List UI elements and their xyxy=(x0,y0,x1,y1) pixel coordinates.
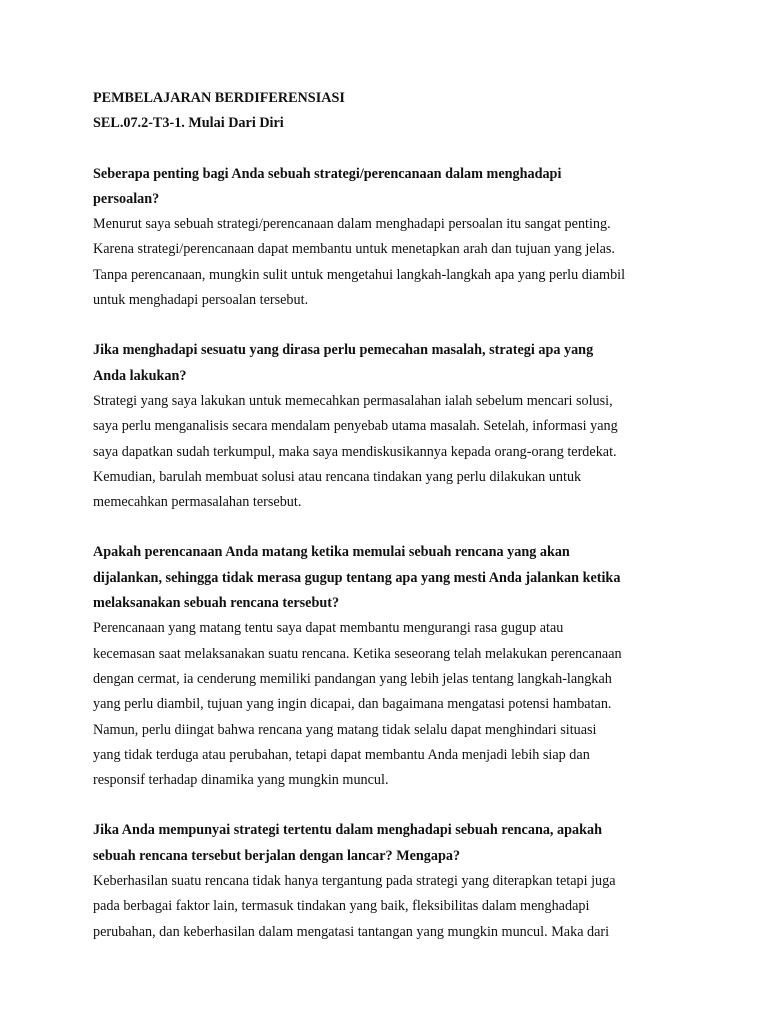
answer-line: saya perlu menganalisis secara mendalam penyebab utama masalah. Setelah, informasi yang xyxy=(93,418,618,435)
document-title: PEMBELAJARAN BERDIFERENSIASI xyxy=(93,90,345,106)
answer-line: perubahan, dan keberhasilan dalam mengatasi tantangan yang mungkin muncul. Maka dari xyxy=(93,923,610,940)
answer-line: Kemudian, barulah membuat solusi atau rencana tindakan yang perlu dilakukan untuk xyxy=(93,468,582,485)
answer-line: Tanpa perencanaan, mungkin sulit untuk mengetahui langkah-langkah apa yang perlu diambil xyxy=(93,266,626,283)
answer-line: Namun, perlu diingat bahwa rencana yang matang tidak selalu dapat menghindari situasi xyxy=(93,721,597,738)
qa-section-4 xyxy=(93,818,683,944)
question-line: sebuah rencana tersebut berjalan dengan lancar? Mengapa? xyxy=(93,847,461,864)
answer-2 xyxy=(93,389,683,515)
answer-line: yang perlu diambil, tujuan yang ingin dicapai, dan bagaimana mengatasi potensi hambatan. xyxy=(93,696,612,713)
document-page xyxy=(93,86,683,970)
qa-section-2 xyxy=(93,338,683,515)
answer-line: Keberhasilan suatu rencana tidak hanya tergantung pada strategi yang diterapkan tetapi juga xyxy=(93,873,616,890)
answer-line: dengan cermat, ia cenderung memiliki pandangan yang lebih jelas tentang langkah-langkah xyxy=(93,670,612,687)
answer-1 xyxy=(93,212,683,313)
answer-line: pada berbagai faktor lain, termasuk tindakan yang baik, fleksibilitas dalam menghadapi xyxy=(93,898,590,915)
answer-3 xyxy=(93,616,683,793)
answer-line: responsif terhadap dinamika yang mungkin muncul. xyxy=(93,772,389,789)
answer-line: Karena strategi/perencanaan dapat membantu untuk menetapkan arah dan tujuan yang jelas. xyxy=(93,241,615,258)
question-line: Anda lakukan? xyxy=(93,367,187,384)
answer-line: untuk menghadapi persoalan tersebut. xyxy=(93,292,309,309)
title-block xyxy=(93,86,683,137)
answer-line: yang tidak terduga atau perubahan, tetapi dapat membantu Anda menjadi lebih siap dan xyxy=(93,746,590,763)
answer-line: Menurut saya sebuah strategi/perencanaan dalam menghadapi persoalan itu sangat penting. xyxy=(93,216,611,233)
answer-line: memecahkan permasalahan tersebut. xyxy=(93,494,302,511)
question-1 xyxy=(93,162,683,213)
qa-section-3 xyxy=(93,540,683,793)
question-4 xyxy=(93,818,683,869)
question-line: Jika Anda mempunyai strategi tertentu dalam menghadapi sebuah rencana, apakah xyxy=(93,822,602,839)
document-subtitle: SEL.07.2-T3-1. Mulai Dari Diri xyxy=(93,115,284,132)
answer-4 xyxy=(93,869,683,945)
answer-line: saya dapatkan sudah terkumpul, maka saya mendiskusikannya kepada orang-orang terdekat. xyxy=(93,443,617,460)
question-line: Jika menghadapi sesuatu yang dirasa perlu pemecahan masalah, strategi apa yang xyxy=(93,342,594,359)
question-line: dijalankan, sehingga tidak merasa gugup tentang apa yang mesti Anda jalankan ketika xyxy=(93,569,621,586)
qa-section-1 xyxy=(93,162,683,314)
question-line: melaksanakan sebuah rencana tersebut? xyxy=(93,595,340,612)
answer-line: Perencanaan yang matang tentu saya dapat membantu mengurangi rasa gugup atau xyxy=(93,620,564,637)
question-3 xyxy=(93,540,683,616)
answer-line: Strategi yang saya lakukan untuk memecahkan permasalahan ialah sebelum mencari solusi, xyxy=(93,392,613,409)
question-2 xyxy=(93,338,683,389)
answer-line: kecemasan saat melaksanakan suatu rencana. Ketika seseorang telah melakukan perencanaan xyxy=(93,645,622,662)
question-line: Apakah perencanaan Anda matang ketika memulai sebuah rencana yang akan xyxy=(93,544,570,561)
question-line: Seberapa penting bagi Anda sebuah strategi/perencanaan dalam menghadapi xyxy=(93,165,562,182)
question-line: persoalan? xyxy=(93,190,160,207)
